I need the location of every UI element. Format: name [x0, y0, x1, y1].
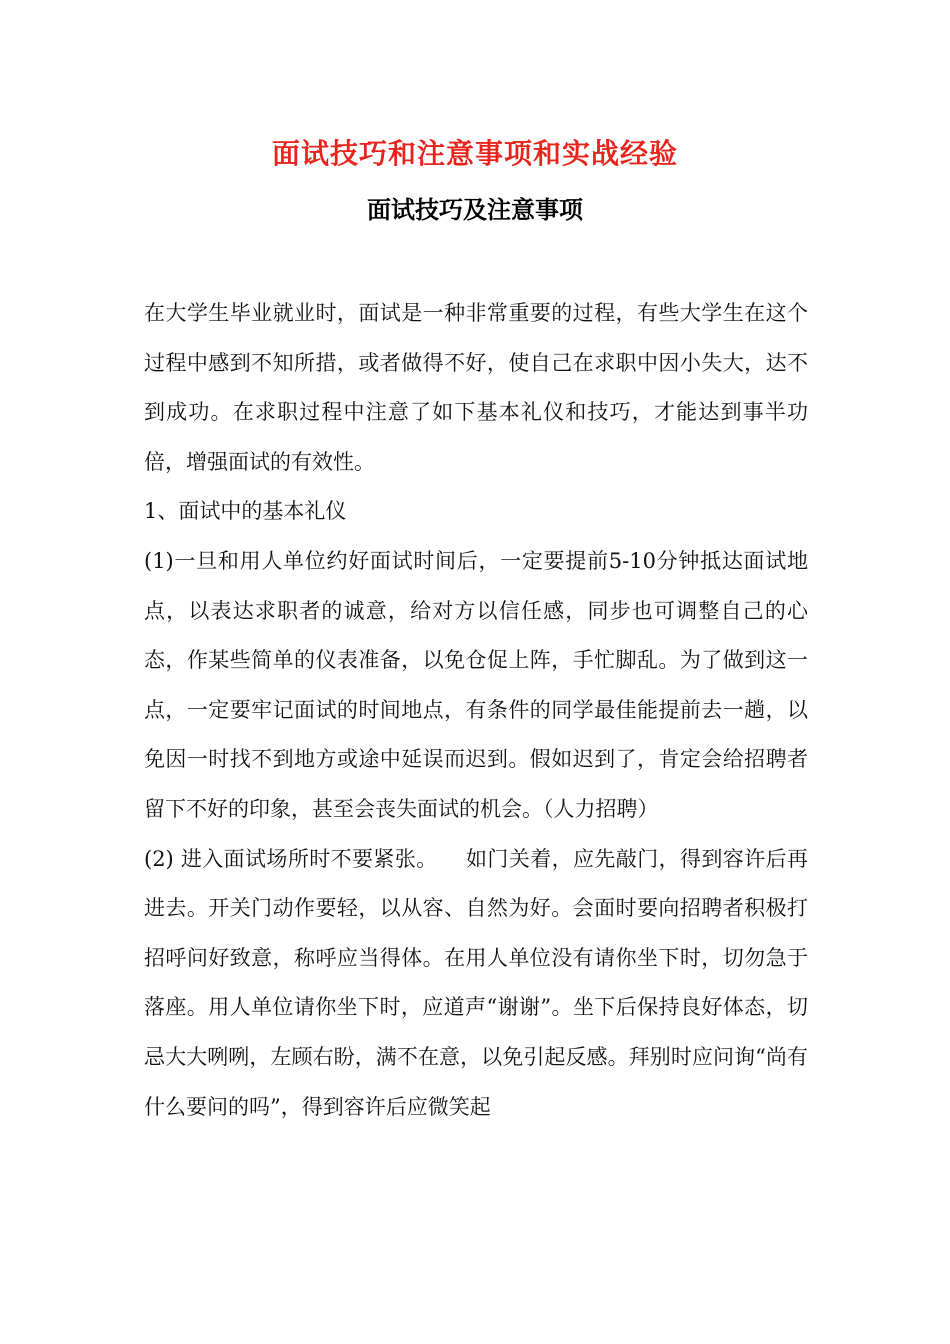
paragraph-item-2-lead: (2) 进入面试场所时不要紧张。 [144, 846, 438, 871]
paragraph-item-2-rest: 如门关着，应先敲门，得到容许后再进去。开关门动作要轻，以从容、自然为好。会面时要向招聘者积极打招呼问好致意，称呼应当得体。在用人单位没有请你坐下时，切勿急于落座。用人单位请你坐下时，应道声“谢谢”。坐下后保持良好体态，切忌大大咧咧，左顾右盼，满不在意，以免引起反感。拜别时应问询“尚有什么要问的吗”，得到容许后应微笑起 [144, 846, 809, 1119]
document-subtitle: 面试技巧及注意事项 [367, 195, 583, 224]
paragraph-intro: 在大学生毕业就业时，面试是一种非常重要的过程，有些大学生在这个过程中感到不知所措，或者做得不好，使自己在求职中因小失大，达不到成功。在求职过程中注意了如下基本礼仪和技巧，才能达到事半功倍，增强面试的有效性。 [144, 301, 808, 474]
section-heading-basic-etiquette: 1、面试中的基本礼仪 [144, 499, 347, 524]
paragraph-item-1: (1)一旦和用人单位约好面试时间后，一定要提前5-10分钟抵达面试地点，以表达求职者的诚意，给对方以信任感，同步也可调整自己的心态，作某些简单的仪表准备，以免仓促上阵，手忙脚乱。为了做到这一点，一定要牢记面试的时间地点，有条件的同学最佳能提前去一趟，以免因一时找不到地方或途中延误而迟到。假如迟到了，肯定会给招聘者留下不好的印象，甚至会丧失面试的机会。（人力招聘） [144, 548, 808, 821]
document-title: 面试技巧和注意事项和实战经验 [271, 137, 678, 170]
paragraph-item-2 [144, 835, 808, 1133]
document-body [144, 289, 808, 1132]
